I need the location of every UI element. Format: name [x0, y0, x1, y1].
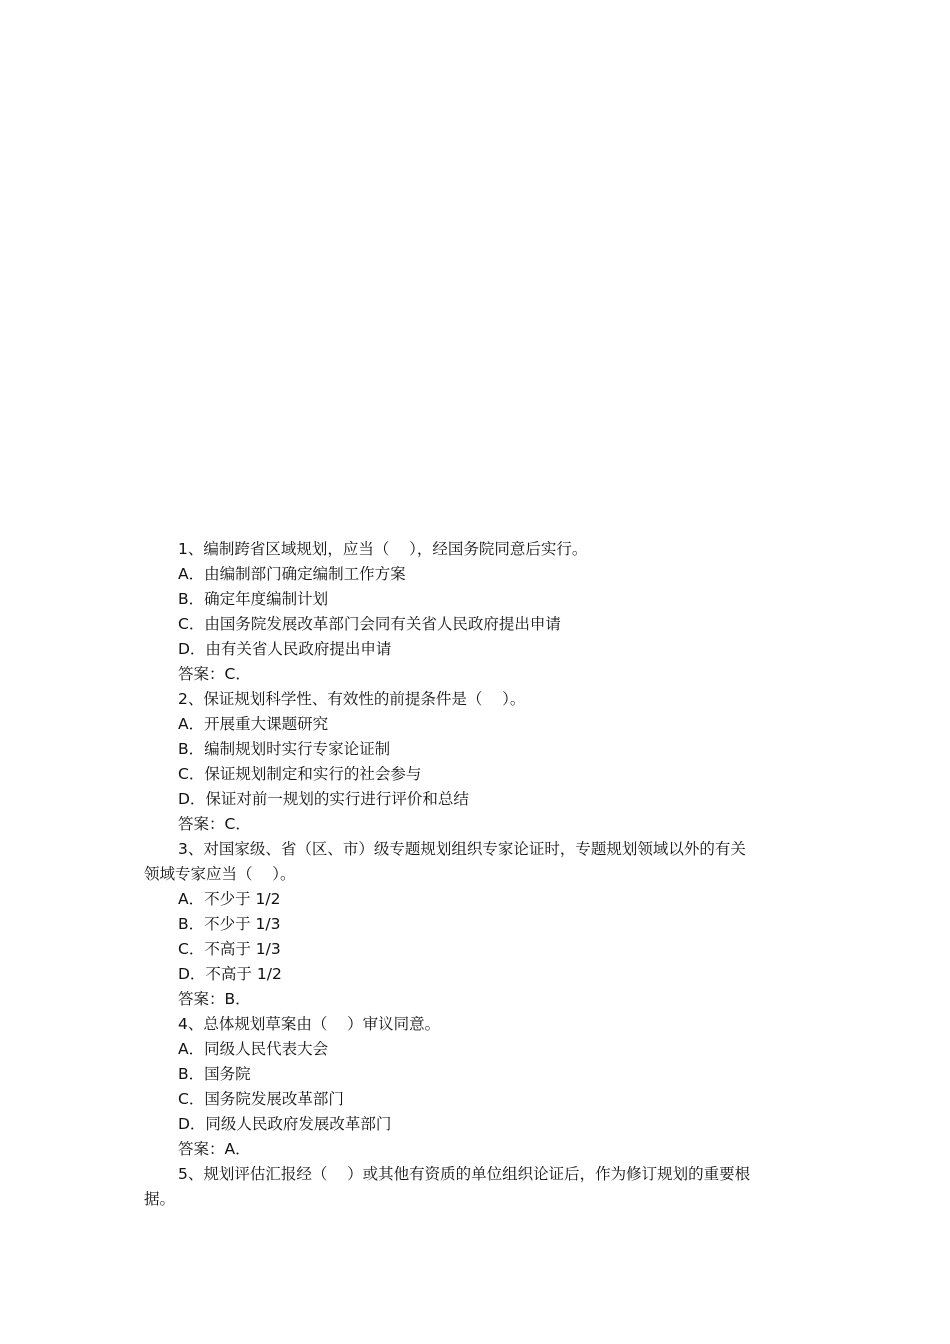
q3-option-b: B．不少于 1/3	[178, 915, 281, 933]
question-3-continued: 领域专家应当（ ）。	[144, 865, 296, 883]
question-2: 2、保证规划科学性、有效性的前提条件是（ ）。	[178, 690, 526, 708]
question-4: 4、总体规划草案由（ ）审议同意。	[178, 1015, 441, 1033]
q4-option-d: D．同级人民政府发展改革部门	[178, 1115, 392, 1133]
document-body	[144, 537, 804, 1212]
q1-option-b: B．确定年度编制计划	[178, 590, 329, 608]
q4-option-a: A．同级人民代表大会	[178, 1040, 329, 1058]
q4-answer: 答案：A．	[178, 1140, 251, 1158]
q1-option-c: C．由国务院发展改革部门会同有关省人民政府提出申请	[178, 615, 561, 633]
q1-option-d: D．由有关省人民政府提出申请	[178, 640, 392, 658]
question-3: 3、对国家级、省（区、市）级专题规划组织专家论证时，专题规划领域以外的有关	[178, 840, 746, 858]
q3-option-a: A．不少于 1/2	[178, 890, 281, 908]
q2-option-d: D．保证对前一规划的实行进行评价和总结	[178, 790, 469, 808]
question-5: 5、规划评估汇报经（ ）或其他有资质的单位组织论证后，作为修订规划的重要根	[178, 1165, 751, 1183]
q4-option-c: C．国务院发展改革部门	[178, 1090, 344, 1108]
q2-option-b: B．编制规划时实行专家论证制	[178, 740, 391, 758]
q2-answer: 答案：C．	[178, 815, 251, 833]
q4-option-b: B．国务院	[178, 1065, 251, 1083]
q3-option-c: C．不高于 1/3	[178, 940, 281, 958]
q1-option-a: A．由编制部门确定编制工作方案	[178, 565, 406, 583]
question-1: 1、编制跨省区域规划，应当（ ），经国务院同意后实行。	[178, 540, 588, 558]
q3-option-d: D．不高于 1/2	[178, 965, 282, 983]
q1-answer: 答案：C．	[178, 665, 251, 683]
q2-option-c: C．保证规划制定和实行的社会参与	[178, 765, 422, 783]
question-5-continued: 据。	[144, 1190, 176, 1208]
q3-answer: 答案：B．	[178, 990, 251, 1008]
q2-option-a: A．开展重大课题研究	[178, 715, 329, 733]
